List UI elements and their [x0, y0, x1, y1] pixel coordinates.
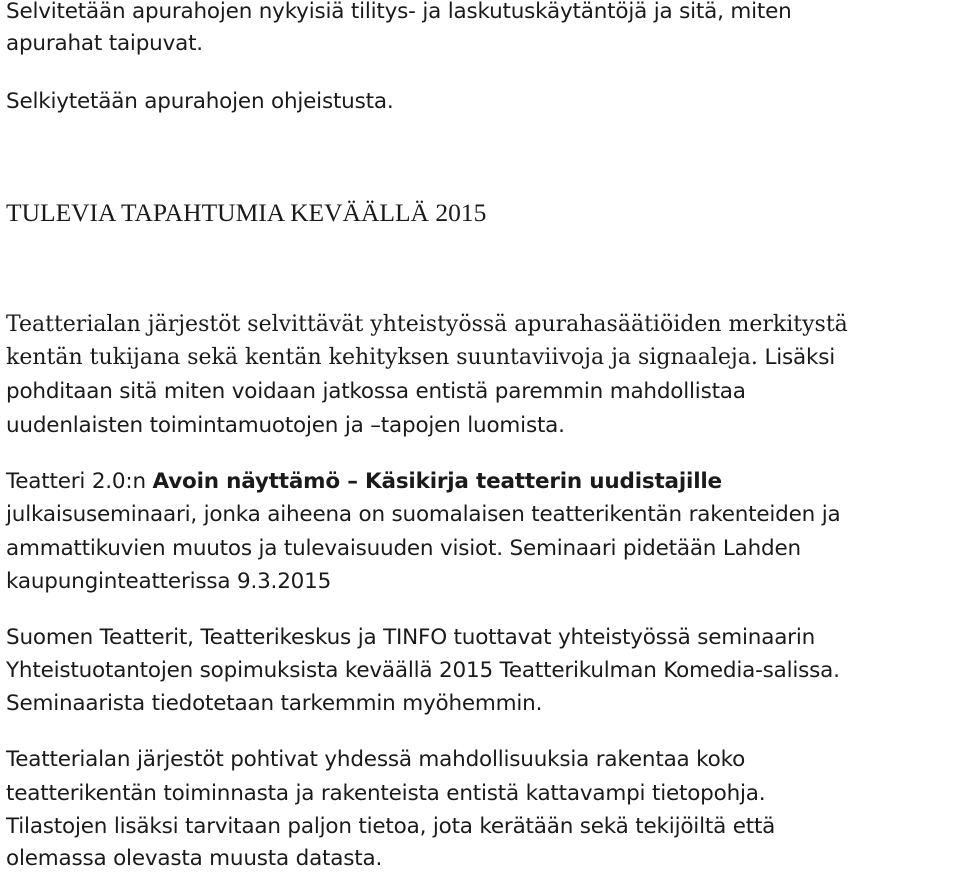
- paragraph-4-line-1-plain: Teatteri 2.0:n: [6, 469, 153, 494]
- paragraph-6-line-3: Tilastojen lisäksi tarvitaan paljon tietoa, jota kerätään sekä tekijöiltä että: [6, 814, 776, 839]
- paragraph-3-line-3: pohditaan sitä miten voidaan jatkossa entistä paremmin mahdollistaa: [6, 379, 746, 404]
- paragraph-4-line-4: kaupunginteatterissa 9.3.2015: [6, 569, 332, 594]
- paragraph-2-line-1: Selkiytetään apurahojen ohjeistusta.: [6, 89, 394, 114]
- paragraph-5-line-2: Yhteistuotantojen sopimuksista keväällä 2015 Teatterikulman Komedia-salissa.: [6, 658, 840, 683]
- paragraph-3-line-2: [6, 342, 835, 373]
- paragraph-3-line-1: Teatterialan järjestöt selvittävät yhteistyössä apurahasäätiöiden merkitystä: [6, 312, 848, 337]
- paragraph-3-line-2-part-b: Lisäksi: [757, 345, 836, 370]
- section-heading: TULEVIA TAPAHTUMIA KEVÄÄLLÄ 2015: [6, 198, 487, 227]
- paragraph-3-line-2-part-a: kentän tukijana sekä kentän kehityksen suuntaviivoja ja signaaleja.: [6, 345, 758, 370]
- paragraph-1-line-1: Selvitetään apurahojen nykyisiä tilitys- ja laskutuskäytäntöjä ja sitä, miten: [6, 0, 792, 24]
- paragraph-5-line-1: Suomen Teatterit, Teatterikeskus ja TINFO tuottavat yhteistyössä seminaarin: [6, 625, 816, 650]
- paragraph-4-line-1: [6, 466, 722, 497]
- paragraph-4-line-3: ammattikuvien muutos ja tulevaisuuden visiot. Seminaari pidetään Lahden: [6, 536, 801, 561]
- paragraph-6-line-1: Teatterialan järjestöt pohtivat yhdessä mahdollisuuksia rakentaa koko: [6, 747, 746, 772]
- paragraph-6-line-4: olemassa olevasta muusta datasta.: [6, 846, 383, 871]
- paragraph-1-line-2: apurahat taipuvat.: [6, 31, 203, 56]
- paragraph-4-line-2: julkaisuseminaari, jonka aiheena on suomalaisen teatterikentän rakenteiden ja: [6, 502, 841, 527]
- paragraph-4-line-1-bold: Avoin näyttämö – Käsikirja teatterin uudistajille: [152, 469, 722, 494]
- paragraph-3-line-4: uudenlaisten toimintamuotojen ja –tapojen luomista.: [6, 413, 565, 438]
- paragraph-6-line-2: teatterikentän toiminnasta ja rakenteista entistä kattavampi tietopohja.: [6, 781, 766, 806]
- paragraph-5-line-3: Seminaarista tiedotetaan tarkemmin myöhemmin.: [6, 691, 543, 716]
